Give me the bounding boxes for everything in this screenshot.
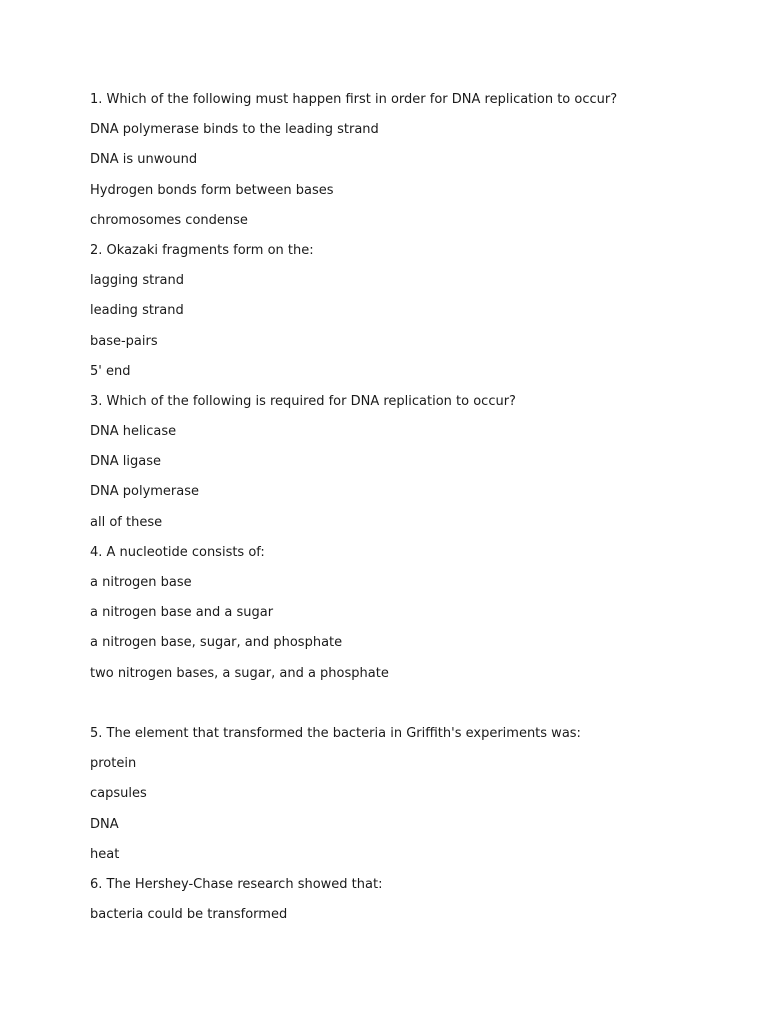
question-3-option-a: DNA helicase xyxy=(90,424,177,440)
blank-line-spacer xyxy=(90,694,730,724)
question-6-option-a: bacteria could be transformed xyxy=(90,907,288,923)
question-4-option-a: a nitrogen base xyxy=(90,575,192,590)
question-2-option-b: leading strand xyxy=(90,303,184,319)
question-3-text: 3. Which of the following is required for DNA replication to occur? xyxy=(90,393,516,409)
question-1-text: 1. Which of the following must happen first in order for DNA replication to occur? xyxy=(90,92,618,107)
question-4-text: 4. A nucleotide consists of: xyxy=(90,544,265,560)
question-4-option-d: two nitrogen bases, a sugar, and a phosphate xyxy=(90,665,389,681)
question-5-option-a: protein xyxy=(90,756,137,772)
question-1-option-a: DNA polymerase binds to the leading strand xyxy=(90,122,379,138)
question-1-option-c: Hydrogen bonds form between bases xyxy=(90,182,334,198)
question-2-text: 2. Okazaki fragments form on the: xyxy=(90,242,314,258)
question-5-option-b: capsules xyxy=(90,786,147,802)
question-4-option-b: a nitrogen base and a sugar xyxy=(90,605,274,621)
question-4-option-c: a nitrogen base, sugar, and phosphate xyxy=(90,635,343,651)
question-list xyxy=(90,90,730,935)
question-5-option-d: heat xyxy=(90,846,120,862)
question-1-option-b: DNA is unwound xyxy=(90,152,198,168)
question-1-option-d: chromosomes condense xyxy=(90,212,248,228)
question-2-option-c: base-pairs xyxy=(90,333,158,349)
question-2-option-a: lagging strand xyxy=(90,273,184,289)
question-5-text: 5. The element that transformed the bacteria in Griffith's experiments was: xyxy=(90,725,581,741)
question-5-option-c: DNA xyxy=(90,816,119,832)
question-3-option-b: DNA ligase xyxy=(90,454,161,470)
question-3-option-c: DNA polymerase xyxy=(90,484,200,500)
question-2-option-d: 5' end xyxy=(90,363,131,379)
question-6-text: 6. The Hershey-Chase research showed that: xyxy=(90,876,383,892)
question-3-option-d: all of these xyxy=(90,514,163,530)
